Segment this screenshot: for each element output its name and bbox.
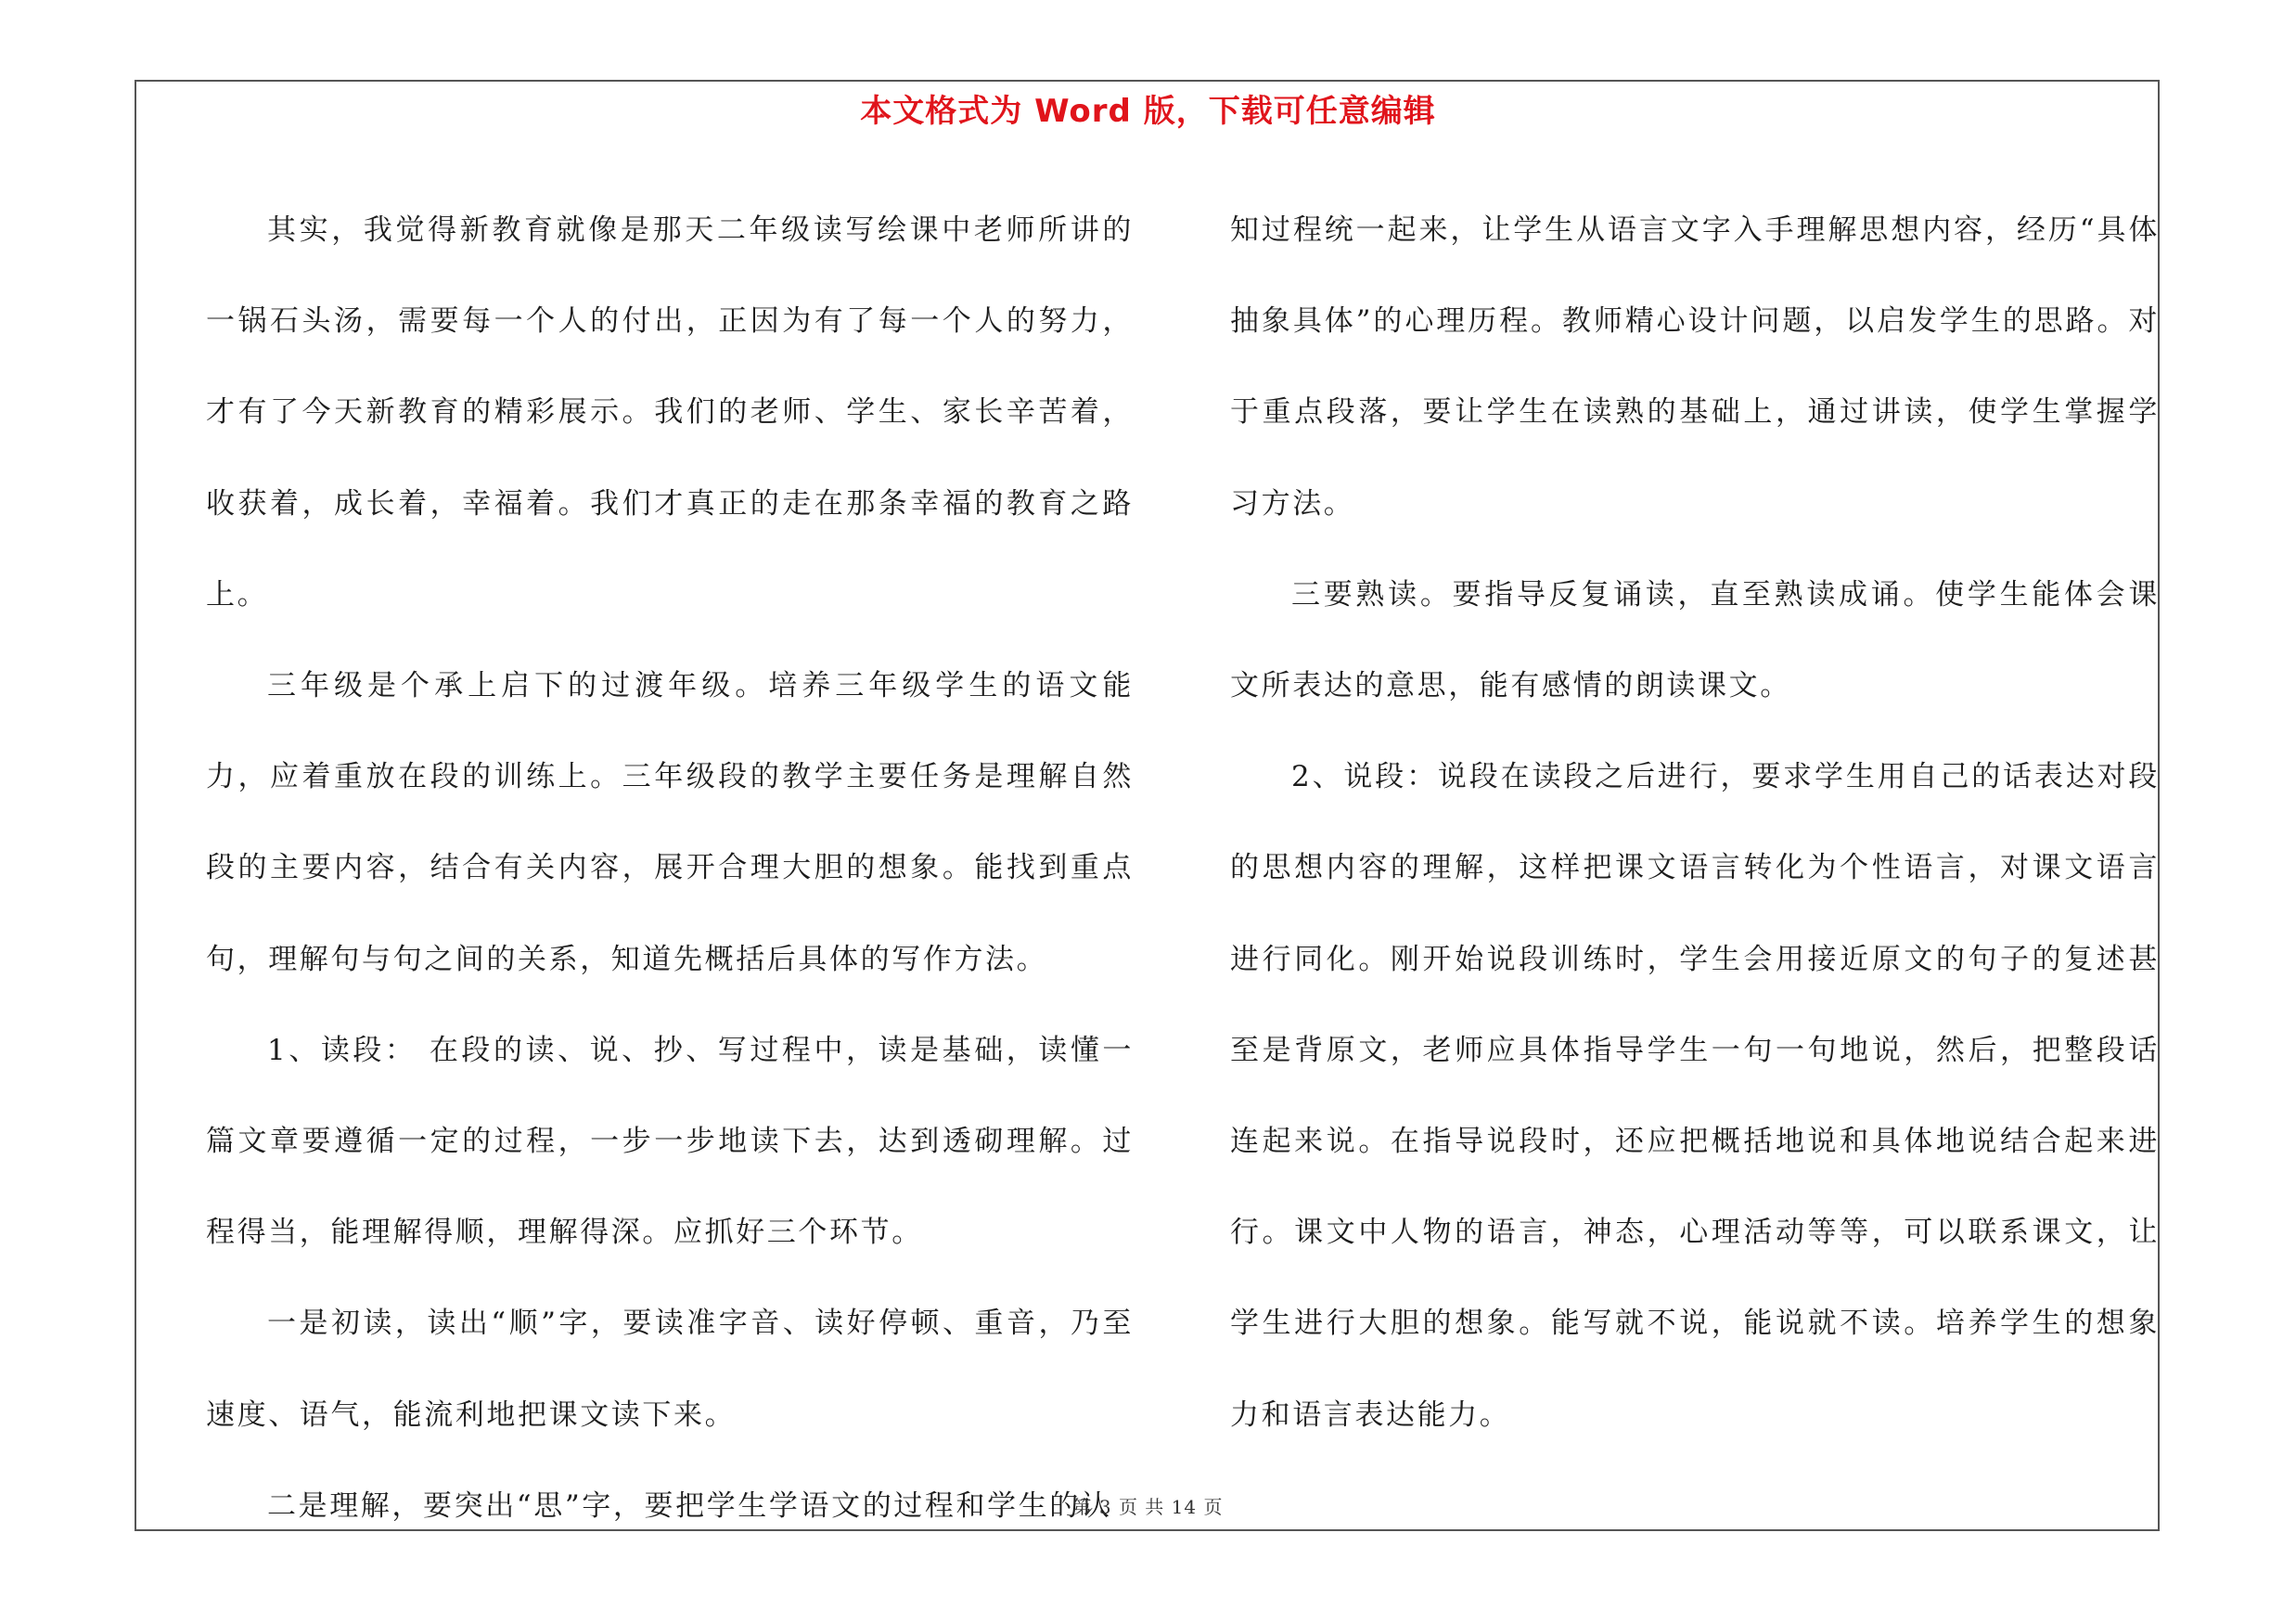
format-notice-header: 本文格式为 Word 版，下载可任意编辑: [860, 93, 1436, 130]
body-paragraph: 1、读段： 在段的读、说、抄、写过程中，读是基础，读懂一篇文章要遵循一定的过程，一步一步地读下去，达到透砌理解。过程得当，能理解得顺，理解得深。应抓好三个环节。: [206, 1033, 1134, 1250]
body-paragraph: 知过程统一起来，让学生从语言文字入手理解思想内容，经历“具体抽象具体”的心理历程。教师精心设计问题，以启发学生的思路。对于重点段落，要让学生在读熟的基础上，通过讲读，使学生掌握学习方法。: [1230, 213, 2160, 521]
body-paragraph: 三要熟读。要指导反复诵读，直至熟读成诵。使学生能体会课文所表达的意思，能有感情的朗读课文。: [1230, 577, 2160, 703]
body-paragraph: 二是理解，要突出“思”字，要把学生学语文的过程和学生的认: [267, 1488, 1112, 1523]
body-paragraph: 2、说段：说段在读段之后进行，要求学生用自己的话表达对段的思想内容的理解，这样把课文语言转化为个性语言，对课文语言进行同化。刚开始说段训练时，学生会用接近原文的句子的复述甚至是背原文，老师应具体指导学生一句一句地说，然后，把整段话连起来说。在指导说段时，还应把概括地说和具体地说结合起来进行。课文中人物的语言，神态，心理活动等等，可以联系课文，让学生进行大胆的想象。能写就不说，能说就不读。培养学生的想象力和语言表达能力。: [1230, 760, 2160, 1432]
right-text-column: [1230, 185, 2160, 1461]
body-paragraph: 三年级是个承上启下的过渡年级。培养三年级学生的语文能力，应着重放在段的训练上。三年级段的教学主要任务是理解自然段的主要内容，结合有关内容，展开合理大胆的想象。能找到重点句，理解句与句之间的关系，知道先概括后具体的写作方法。: [206, 669, 1134, 976]
body-paragraph: 其实，我觉得新教育就像是那天二年级读写绘课中老师所讲的一锅石头汤，需要每一个人的付出，正因为有了每一个人的努力，才有了今天新教育的精彩展示。我们的老师、学生、家长辛苦着，收获着，成长着，幸福着。我们才真正的走在那条幸福的教育之路上。: [206, 213, 1134, 612]
page-number-footer: 第 3 页 共 14 页: [1072, 1496, 1224, 1518]
left-text-column: [206, 185, 1134, 1552]
body-paragraph: 一是初读，读出“顺”字，要读准字音、读好停顿、重音，乃至速度、语气，能流利地把课文读下来。: [206, 1307, 1134, 1432]
